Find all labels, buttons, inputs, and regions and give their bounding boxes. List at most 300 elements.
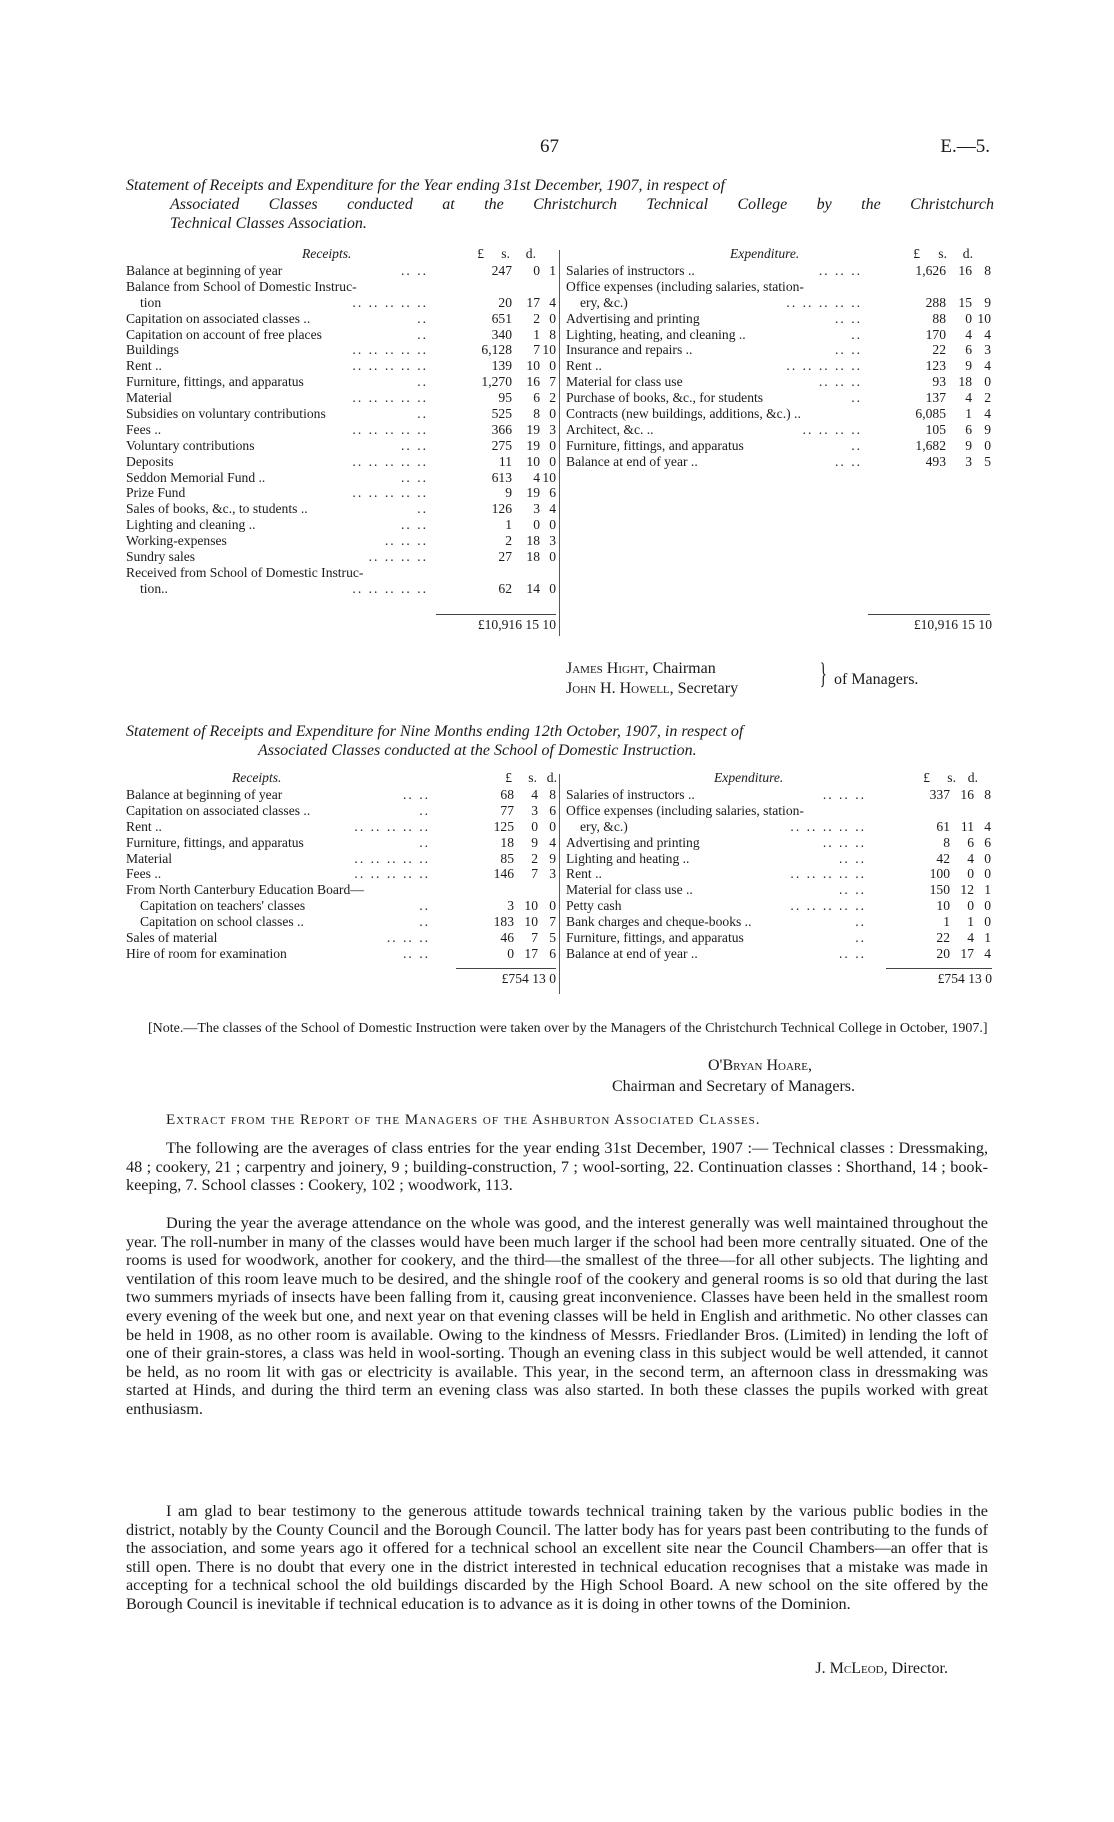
receipts-header	[126, 770, 556, 787]
row-pence: 0	[984, 914, 991, 930]
row-shillings: 17	[526, 294, 540, 310]
ledger-row	[566, 406, 991, 422]
row-pounds: 8	[943, 834, 950, 850]
row-label: Furniture, fittings, and apparatus	[566, 930, 744, 946]
row-leader-dots: .. .. .. .. ..	[786, 358, 862, 374]
row-label: Fees ..	[126, 421, 162, 437]
pounds-col-label: £	[477, 246, 484, 261]
ledger-row	[566, 422, 991, 438]
row-leader-dots: .. .. .. .. ..	[790, 898, 866, 914]
row-leader-dots: .. ..	[835, 342, 862, 358]
note-block	[126, 1020, 992, 1037]
row-label: Buildings	[126, 342, 179, 358]
ledger-row	[126, 342, 556, 358]
row-pence: 9	[984, 421, 991, 437]
row-pence: 0	[549, 517, 556, 533]
statement1-title-line: Technical Classes Association.	[170, 215, 367, 232]
row-pence: 0	[549, 549, 556, 565]
row-label: Advertising and printing	[566, 310, 700, 326]
row-pence: 3	[549, 866, 556, 882]
row-shillings: 0	[533, 517, 540, 533]
row-pence: 1	[549, 263, 556, 278]
row-pence: 0	[549, 453, 556, 469]
ledger-row	[126, 311, 556, 327]
signatory-name: James Hight	[566, 660, 645, 677]
row-pence: 3	[984, 342, 991, 358]
statement2-title-line: Statement of Receipts and Expenditure for Nine Months ending 12th October, 1907, in respect of	[126, 723, 744, 740]
row-label: Petty cash	[566, 898, 622, 914]
signatory-name: John H. Howell	[566, 680, 670, 697]
row-label: Furniture, fittings, and apparatus	[566, 437, 744, 453]
row-label: Material for class use ..	[566, 882, 693, 898]
row-leader-dots: .. ..	[839, 882, 866, 898]
row-leader-dots: ..	[419, 802, 430, 818]
row-pounds: 150	[929, 882, 950, 898]
row-shillings: 4	[531, 787, 538, 802]
row-leader-dots: .. .. .. .. ..	[790, 818, 866, 834]
row-shillings: 19	[526, 421, 540, 437]
ledger-row	[566, 787, 991, 803]
row-label: Balance at end of year ..	[566, 453, 698, 469]
row-label: tion..	[140, 580, 168, 596]
ledger-row	[566, 390, 991, 406]
row-shillings: 9	[531, 834, 538, 850]
ledger-row	[126, 819, 556, 835]
row-shillings: 4	[967, 930, 974, 946]
row-label: Lighting, heating, and cleaning ..	[566, 326, 746, 342]
receipts-total-value: £10,916 15 10	[477, 617, 556, 632]
ledger-row	[126, 565, 556, 581]
row-leader-dots: .. .. .. ..	[802, 421, 862, 437]
ledger-row	[566, 438, 991, 454]
ledger-divider	[559, 774, 560, 994]
row-shillings: 7	[531, 866, 538, 882]
row-label: Subsidies on voluntary contributions	[126, 406, 326, 422]
total-rule	[868, 614, 990, 615]
row-label: Material for class use	[566, 374, 683, 390]
receipts-header	[126, 246, 556, 263]
note-signer-suffix: ,	[807, 1057, 812, 1074]
row-label: Received from School of Domestic Instruc-	[126, 564, 364, 580]
row-label: Sales of books, &c., to students ..	[126, 501, 308, 517]
row-pence: 10	[542, 469, 556, 485]
row-pounds: 95	[498, 390, 512, 406]
row-pounds: 493	[925, 453, 946, 469]
row-shillings: 4	[967, 850, 974, 866]
shillings-col-label: s.	[938, 246, 947, 261]
row-pence: 2	[984, 390, 991, 406]
row-leader-dots: .. ..	[403, 787, 430, 802]
row-leader-dots: ..	[417, 374, 428, 390]
receipts-heading: Receipts.	[302, 246, 352, 261]
statement1-ledger	[126, 246, 991, 638]
row-shillings: 10	[526, 453, 540, 469]
row-shillings: 18	[526, 533, 540, 549]
row-shillings: 1	[533, 326, 540, 342]
row-leader-dots: .. .. .. .. ..	[790, 866, 866, 882]
statement1-title	[126, 176, 994, 233]
row-shillings: 4	[965, 326, 972, 342]
row-pence: 5	[984, 453, 991, 469]
row-shillings: 6	[967, 834, 974, 850]
ledger-row	[126, 803, 556, 819]
row-pence: 0	[549, 406, 556, 422]
row-shillings: 19	[526, 437, 540, 453]
row-pence: 0	[549, 818, 556, 834]
ledger-row	[126, 851, 556, 867]
row-pence: 1	[984, 882, 991, 898]
row-label: Seddon Memorial Fund ..	[126, 469, 266, 485]
ledger-row	[126, 930, 556, 946]
row-pence: 5	[549, 930, 556, 946]
extract-paragraph: I am glad to bear testimony to the generous attitude towards technical training taken by the various public bodies in the district, notably by the County Council and the Borough Council. The latter body has for years past been contributing to the funds of the association, and some years ago it offered for a technical school an excellent site near the Council Chambers—an offer that is still open. There is no doubt that every one in the district interested in technical education recognises that a mistake was made in accepting for a technical school the old buildings discarded by the High School Board. A new school on the site offered by the Borough Council is inevitable if technical education is to advance as it is doing in other towns of the Dominion.	[126, 1502, 988, 1613]
row-shillings: 16	[960, 787, 974, 802]
expenditure-heading: Expenditure.	[714, 770, 784, 785]
ledger-row	[126, 470, 556, 486]
receipts-total-value: £754 13 0	[501, 971, 556, 986]
pounds-col-label: £	[923, 770, 930, 785]
row-pence: 0	[549, 358, 556, 374]
row-shillings: 3	[965, 453, 972, 469]
row-pounds: 137	[925, 390, 946, 406]
row-leader-dots: .. .. .. .. ..	[354, 850, 430, 866]
row-pounds: 1	[505, 517, 512, 533]
row-shillings: 18	[958, 374, 972, 390]
row-pounds: 366	[491, 421, 512, 437]
expenditure-total	[886, 968, 992, 988]
row-leader-dots: .. .. ..	[818, 374, 862, 390]
row-pence: 4	[984, 326, 991, 342]
row-leader-dots: ..	[855, 914, 866, 930]
row-pounds: 247	[491, 263, 512, 278]
ledger-row	[566, 930, 991, 946]
row-pounds: 146	[493, 866, 514, 882]
row-shillings: 14	[526, 580, 540, 596]
row-leader-dots: ..	[417, 406, 428, 422]
statement1-title-line: Statement of Receipts and Expenditure for the Year ending 31st December, 1907, in respect of	[126, 177, 725, 194]
ledger-row	[126, 882, 556, 898]
row-pounds: 613	[491, 469, 512, 485]
ledger-row	[126, 835, 556, 851]
expenditure-header	[566, 770, 991, 787]
row-shillings: 6	[533, 390, 540, 406]
row-label: Lighting and cleaning ..	[126, 517, 256, 533]
statement2-ledger	[126, 770, 991, 994]
receipts-rows	[126, 263, 556, 597]
row-shillings: 8	[533, 406, 540, 422]
row-label: Salaries of instructors ..	[566, 787, 695, 802]
row-pounds: 85	[500, 850, 514, 866]
row-shillings: 4	[533, 469, 540, 485]
row-label: Rent ..	[126, 358, 162, 374]
row-pence: 6	[984, 834, 991, 850]
row-pence: 9	[549, 850, 556, 866]
ledger-row	[566, 946, 991, 962]
ledger-row	[566, 898, 991, 914]
row-pounds: 77	[500, 802, 514, 818]
director-signature	[815, 1660, 948, 1678]
row-pence: 0	[549, 437, 556, 453]
page-reference: E.—5.	[940, 136, 990, 157]
statement2-title-line: Associated Classes conducted at the School of Domestic Instruction.	[258, 742, 697, 759]
ledger-row	[126, 946, 556, 962]
row-pounds: 170	[925, 326, 946, 342]
row-pounds: 337	[929, 787, 950, 802]
row-leader-dots: .. ..	[835, 453, 862, 469]
ledger-row	[126, 358, 556, 374]
row-pounds: 105	[925, 421, 946, 437]
row-pounds: 126	[491, 501, 512, 517]
row-pence: 6	[549, 945, 556, 961]
total-rule	[456, 968, 556, 969]
row-pounds: 20	[498, 294, 512, 310]
row-pence: 1	[984, 930, 991, 946]
ledger-row	[126, 406, 556, 422]
row-leader-dots: .. ..	[401, 517, 428, 533]
row-pounds: 18	[500, 834, 514, 850]
row-pounds: 68	[500, 787, 514, 802]
row-shillings: 10	[524, 898, 538, 914]
row-pounds: 100	[929, 866, 950, 882]
row-label: Insurance and repairs ..	[566, 342, 693, 358]
row-leader-dots: .. .. ..	[386, 930, 430, 946]
ledger-row	[126, 454, 556, 470]
row-leader-dots: .. .. .. .. ..	[352, 358, 428, 374]
row-shillings: 2	[533, 310, 540, 326]
row-leader-dots: .. ..	[401, 469, 428, 485]
pence-col-label: d.	[967, 770, 978, 785]
row-pence: 8	[549, 787, 556, 802]
row-pence: 0	[984, 437, 991, 453]
extract-paragraph: The following are the averages of class entries for the year ending 31st December, 1907 :— Technical classes : Dressmaking, 48 ; cookery, 21 ; carpentry and joinery, 9 ; building-construction, 7 ; wool-sorting, 22. Continuation classes : Shorthand, 14 ; book-keeping, 7. School classes : Cookery, 102 ; woodwork, 113.	[126, 1139, 988, 1195]
ledger-row	[566, 311, 991, 327]
row-leader-dots: .. ..	[839, 850, 866, 866]
expenditure-header	[566, 246, 991, 263]
row-pounds: 288	[925, 294, 946, 310]
ledger-row	[566, 263, 991, 279]
row-pounds: 1,626	[915, 263, 946, 278]
row-leader-dots: .. .. .. .. ..	[352, 485, 428, 501]
row-label: From North Canterbury Education Board—	[126, 882, 364, 898]
row-pence: 8	[984, 263, 991, 278]
row-leader-dots: .. .. .. .. ..	[354, 818, 430, 834]
row-pence: 8	[549, 326, 556, 342]
row-pence: 8	[984, 787, 991, 802]
row-label: Capitation on associated classes ..	[126, 802, 311, 818]
row-pounds: 10	[936, 898, 950, 914]
row-shillings: 3	[531, 802, 538, 818]
ledger-row	[126, 533, 556, 549]
signature-suffix: of Managers.	[834, 671, 919, 688]
row-leader-dots: ..	[419, 914, 430, 930]
row-pounds: 93	[932, 374, 946, 390]
ledger-row	[566, 279, 991, 295]
row-pence: 4	[984, 406, 991, 422]
row-label: ery, &c.)	[580, 818, 628, 834]
row-shillings: 16	[958, 263, 972, 278]
row-shillings: 19	[526, 485, 540, 501]
note-signer-title: Chairman and Secretary of Managers.	[612, 1078, 856, 1095]
row-label: Working-expenses	[126, 533, 227, 549]
signatory-chairman	[566, 659, 716, 678]
row-leader-dots: .. .. ..	[384, 533, 428, 549]
ledger-row	[566, 914, 991, 930]
row-leader-dots: .. ..	[403, 945, 430, 961]
row-pounds: 22	[932, 342, 946, 358]
row-shillings: 7	[531, 930, 538, 946]
statement1-title-line: Associated Classes conducted at the Christchurch Technical College by the Christchurch	[170, 196, 994, 213]
row-label: Rent ..	[126, 818, 162, 834]
row-pence: 0	[984, 866, 991, 882]
row-leader-dots: ..	[417, 310, 428, 326]
row-leader-dots: .. .. .. .. ..	[352, 294, 428, 310]
row-pounds: 340	[491, 326, 512, 342]
row-shillings: 12	[960, 882, 974, 898]
row-label: Capitation on account of free places	[126, 326, 322, 342]
row-leader-dots: ..	[851, 437, 862, 453]
row-pounds: 20	[936, 945, 950, 961]
pence-col-label: d.	[962, 246, 973, 261]
row-pounds: 3	[507, 898, 514, 914]
shillings-col-label: s.	[528, 770, 537, 785]
row-pence: 4	[984, 818, 991, 834]
pounds-col-label: £	[913, 246, 920, 261]
row-label: Architect, &c. ..	[566, 421, 654, 437]
row-leader-dots: .. .. .. .. ..	[354, 866, 430, 882]
row-leader-dots: ..	[419, 898, 430, 914]
row-shillings: 7	[533, 342, 540, 358]
ledger-row	[566, 342, 991, 358]
statement1-expenditure	[566, 246, 991, 470]
row-pounds: 11	[498, 453, 512, 469]
row-shillings: 11	[960, 818, 974, 834]
extract-paragraph: During the year the average attendance on the whole was good, and the interest generally was well maintained throughout the year. The roll-number in many of the classes would have been much larger if the school had been more centrally situated. One of the rooms is used for woodwork, another for cookery, and the third—the smallest of the three—for all other subjects. The lighting and ventilation of this room leave much to be desired, and the shingle roof of the cookery and general rooms is so old that during the last two summers myriads of insects have been falling from it, causing great inconvenience. Classes have been held in the smallest room every evening of the week but one, and next year on that evening classes will be held in English and arithmetic. No other classes can be held in 1908, as no other room is available. Owing to the kindness of Messrs. Friedlander Bros. (Limited) in lending the loft of one of their grain-stores, a class was held in wool-sorting. Though an evening class in this subject would be well attended, it cannot be held, as no room lit with gas or electricity is available. This year, in the second term, an afternoon class in dressmaking was started at Hinds, and during the third term an evening class was also started. In both these classes the pupils worked with great enthusiasm.	[126, 1214, 988, 1418]
row-pence: 0	[549, 580, 556, 596]
ledger-divider	[559, 250, 560, 636]
row-pence: 4	[549, 294, 556, 310]
row-pence: 0	[549, 310, 556, 326]
row-shillings: 17	[960, 945, 974, 961]
row-leader-dots: .. .. .. .. ..	[352, 580, 428, 596]
row-pounds: 651	[491, 310, 512, 326]
row-pence: 4	[984, 945, 991, 961]
row-leader-dots: .. .. .. .. ..	[352, 390, 428, 406]
note-text: [Note.—The classes of the School of Domestic Instruction were taken over by the Managers of the Christchurch Technical College in October, 1907.]	[148, 1021, 988, 1036]
row-pounds: 62	[498, 580, 512, 596]
row-pounds: 0	[507, 945, 514, 961]
row-label: Furniture, fittings, and apparatus	[126, 374, 304, 390]
row-leader-dots: .. ..	[401, 263, 428, 278]
pence-col-label: d.	[546, 770, 557, 785]
row-pounds: 61	[936, 818, 950, 834]
row-label: Balance at end of year ..	[566, 945, 698, 961]
row-leader-dots: .. .. .. .. ..	[352, 453, 428, 469]
row-label: Balance at beginning of year	[126, 263, 283, 278]
note-signer-name: O'Bryan Hoare	[708, 1057, 808, 1074]
row-pounds: 275	[491, 437, 512, 453]
ledger-row	[126, 914, 556, 930]
row-label: Hire of room for examination	[126, 945, 287, 961]
ledger-row	[126, 295, 556, 311]
row-label: Deposits	[126, 453, 174, 469]
row-label: Balance from School of Domestic Instruc-	[126, 278, 357, 294]
row-leader-dots: .. ..	[839, 945, 866, 961]
row-pounds: 1	[943, 914, 950, 930]
ledger-row	[566, 882, 991, 898]
row-pounds: 6,085	[915, 406, 946, 422]
brace-icon: }	[819, 657, 827, 690]
row-pence: 4	[549, 501, 556, 517]
row-pounds: 123	[925, 358, 946, 374]
row-pounds: 22	[936, 930, 950, 946]
row-shillings: 16	[526, 374, 540, 390]
ledger-row	[566, 295, 991, 311]
statement1-receipts	[126, 246, 556, 597]
row-shillings: 0	[531, 818, 538, 834]
ledger-row	[126, 581, 556, 597]
row-leader-dots: ..	[851, 390, 862, 406]
ledger-row	[126, 422, 556, 438]
row-label: Capitation on school classes ..	[140, 914, 304, 930]
row-pence: 6	[549, 485, 556, 501]
row-shillings: 0	[965, 310, 972, 326]
row-pounds: 525	[491, 406, 512, 422]
row-pounds: 27	[498, 549, 512, 565]
row-shillings: 18	[526, 549, 540, 565]
row-label: Prize Fund	[126, 485, 186, 501]
row-leader-dots: .. .. ..	[822, 834, 866, 850]
row-shillings: 0	[533, 263, 540, 278]
row-pounds: 6,128	[481, 342, 512, 358]
ledger-row	[126, 438, 556, 454]
row-label: Lighting and heating ..	[566, 850, 690, 866]
row-shillings: 15	[958, 294, 972, 310]
statement2-title	[126, 722, 994, 760]
ledger-row	[566, 803, 991, 819]
row-shillings: 2	[531, 850, 538, 866]
receipts-rows	[126, 787, 556, 962]
row-label: Office expenses (including salaries, station-	[566, 278, 804, 294]
row-label: Contracts (new buildings, additions, &c.) ..	[566, 406, 801, 422]
row-leader-dots: .. .. .. ..	[368, 549, 428, 565]
row-shillings: 6	[965, 421, 972, 437]
row-label: Advertising and printing	[566, 834, 700, 850]
row-leader-dots: ..	[851, 326, 862, 342]
row-label: Capitation on teachers' classes	[140, 898, 306, 914]
ledger-row	[566, 851, 991, 867]
ledger-row	[566, 454, 991, 470]
row-pence: 10	[542, 342, 556, 358]
total-rule	[436, 614, 556, 615]
row-pence: 7	[549, 914, 556, 930]
row-label: Purchase of books, &c., for students	[566, 390, 764, 406]
row-shillings: 10	[526, 358, 540, 374]
row-pence: 2	[549, 390, 556, 406]
ledger-row	[126, 866, 556, 882]
row-leader-dots: ..	[417, 326, 428, 342]
shillings-col-label: s.	[501, 246, 510, 261]
note-signer	[708, 1056, 812, 1075]
expenditure-total-value: £10,916 15 10	[913, 617, 992, 632]
row-label: Furniture, fittings, and apparatus	[126, 834, 304, 850]
expenditure-rows	[566, 787, 991, 962]
row-label: Balance at beginning of year	[126, 787, 283, 802]
expenditure-heading: Expenditure.	[730, 246, 800, 261]
total-rule	[886, 968, 992, 969]
row-shillings: 0	[967, 898, 974, 914]
row-label: Rent ..	[566, 358, 602, 374]
ledger-row	[126, 517, 556, 533]
